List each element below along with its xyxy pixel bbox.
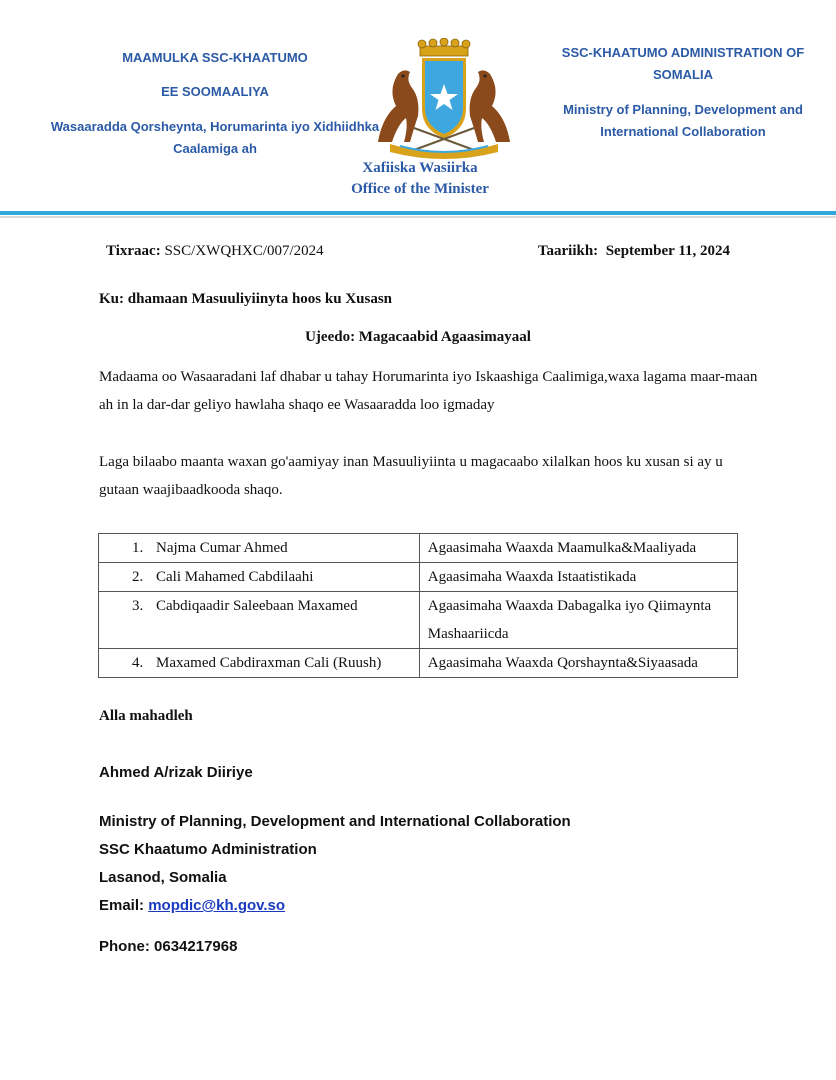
header-right-block	[555, 42, 811, 143]
phone-number: 0634217968	[154, 938, 238, 955]
appointee-role: Agaasimaha Waaxda Qorshaynta&Siyaasada	[419, 649, 737, 678]
subject-line: Ujeedo: Magacaabid Agaasimayaal	[305, 329, 531, 345]
header-left-line3: Wasaaradda Qorsheynta, Horumarinta iyo Xidhiidhka	[50, 119, 380, 134]
somali-coat-of-arms-icon	[370, 38, 518, 160]
signatory-location: Lasanod, Somalia	[99, 869, 227, 886]
appointee-name: Cabdiqaadir Saleebaan Maxamed	[156, 598, 358, 614]
header-divider-shadow	[0, 216, 836, 218]
recipient-line: Ku: dhamaan Masuuliyiinyta hoos ku Xusasn	[99, 291, 393, 307]
row-number: 1.	[132, 540, 144, 556]
header-divider	[0, 211, 836, 215]
office-title-so: Xafiiska Wasiirka	[362, 160, 478, 176]
letter-date	[538, 243, 730, 260]
appointee-cell	[99, 563, 420, 592]
signatory-ministry: Ministry of Planning, Development and International Collaboration	[99, 813, 571, 830]
body-paragraph-2: Laga bilaabo maanta waxan go'aamiyay inan Masuuliyiinta u magacaabo xilalkan hoos ku xusan si ay u gutaan waajibaadkooda shaqo.	[99, 454, 723, 498]
table-row	[99, 563, 738, 592]
row-number: 4.	[132, 655, 144, 671]
signatory-admin: SSC Khaatumo Administration	[99, 841, 317, 858]
appointee-cell	[99, 534, 420, 563]
appointee-cell	[99, 649, 420, 678]
header-left-line2: EE SOOMAALIYA	[161, 84, 269, 99]
reference-value: SSC/XWQHXC/007/2024	[164, 243, 324, 259]
signatory-details	[99, 808, 571, 920]
header-right-line2: SOMALIA	[653, 67, 713, 82]
header-right-line3: Ministry of Planning, Development and	[563, 102, 803, 117]
body-paragraph-1: Madaama oo Wasaaradani laf dhabar u tahay Horumarinta iyo Iskaashiga Caalimiga,waxa lagama maar-maan ah in la dar-dar geliyo hawlaha shaqo ee Wasaaradda loo igmaday	[99, 369, 758, 413]
date-label: Taariikh:	[537, 243, 599, 259]
appointee-name: Maxamed Cabdiraxman Cali (Ruush)	[156, 655, 382, 671]
appointee-name: Cali Mahamed Cabdilaahi	[156, 569, 314, 585]
signatory-name: Ahmed A/rizak Diiriye	[99, 764, 253, 781]
appointee-role: Agaasimaha Waaxda Dabagalka iyo Qiimaynta Mashaariicda	[419, 592, 737, 649]
table-row	[99, 592, 738, 649]
email-link[interactable]: mopdic@kh.gov.so	[148, 897, 286, 914]
reference-label: Tixraac:	[106, 243, 161, 259]
office-title	[300, 158, 540, 200]
header-right-line1: SSC-KHAATUMO ADMINISTRATION OF	[561, 45, 805, 60]
table-row	[99, 649, 738, 678]
row-number: 3.	[132, 598, 144, 614]
closing-line: Alla mahadleh	[99, 708, 193, 724]
appointee-role: Agaasimaha Waaxda Istaatistikada	[419, 563, 737, 592]
appointee-cell	[99, 592, 420, 649]
header-right-line4: International Collaboration	[600, 124, 766, 139]
row-number: 2.	[132, 569, 144, 585]
signatory-email	[99, 892, 571, 920]
date-value: September 11, 2024	[605, 243, 730, 259]
appointee-name: Najma Cumar Ahmed	[156, 540, 288, 556]
header-left-line1: MAAMULKA SSC-KHAATUMO	[122, 50, 308, 65]
header-left-line4: Caalamiga ah	[173, 141, 257, 156]
signatory-phone	[99, 938, 237, 955]
phone-label: Phone:	[99, 938, 150, 955]
email-label: Email:	[99, 897, 145, 914]
appointments-table	[98, 533, 738, 678]
appointee-role: Agaasimaha Waaxda Maamulka&Maaliyada	[419, 534, 737, 563]
table-row	[99, 534, 738, 563]
reference-number	[106, 243, 324, 260]
office-title-en: Office of the Minister	[351, 181, 489, 197]
